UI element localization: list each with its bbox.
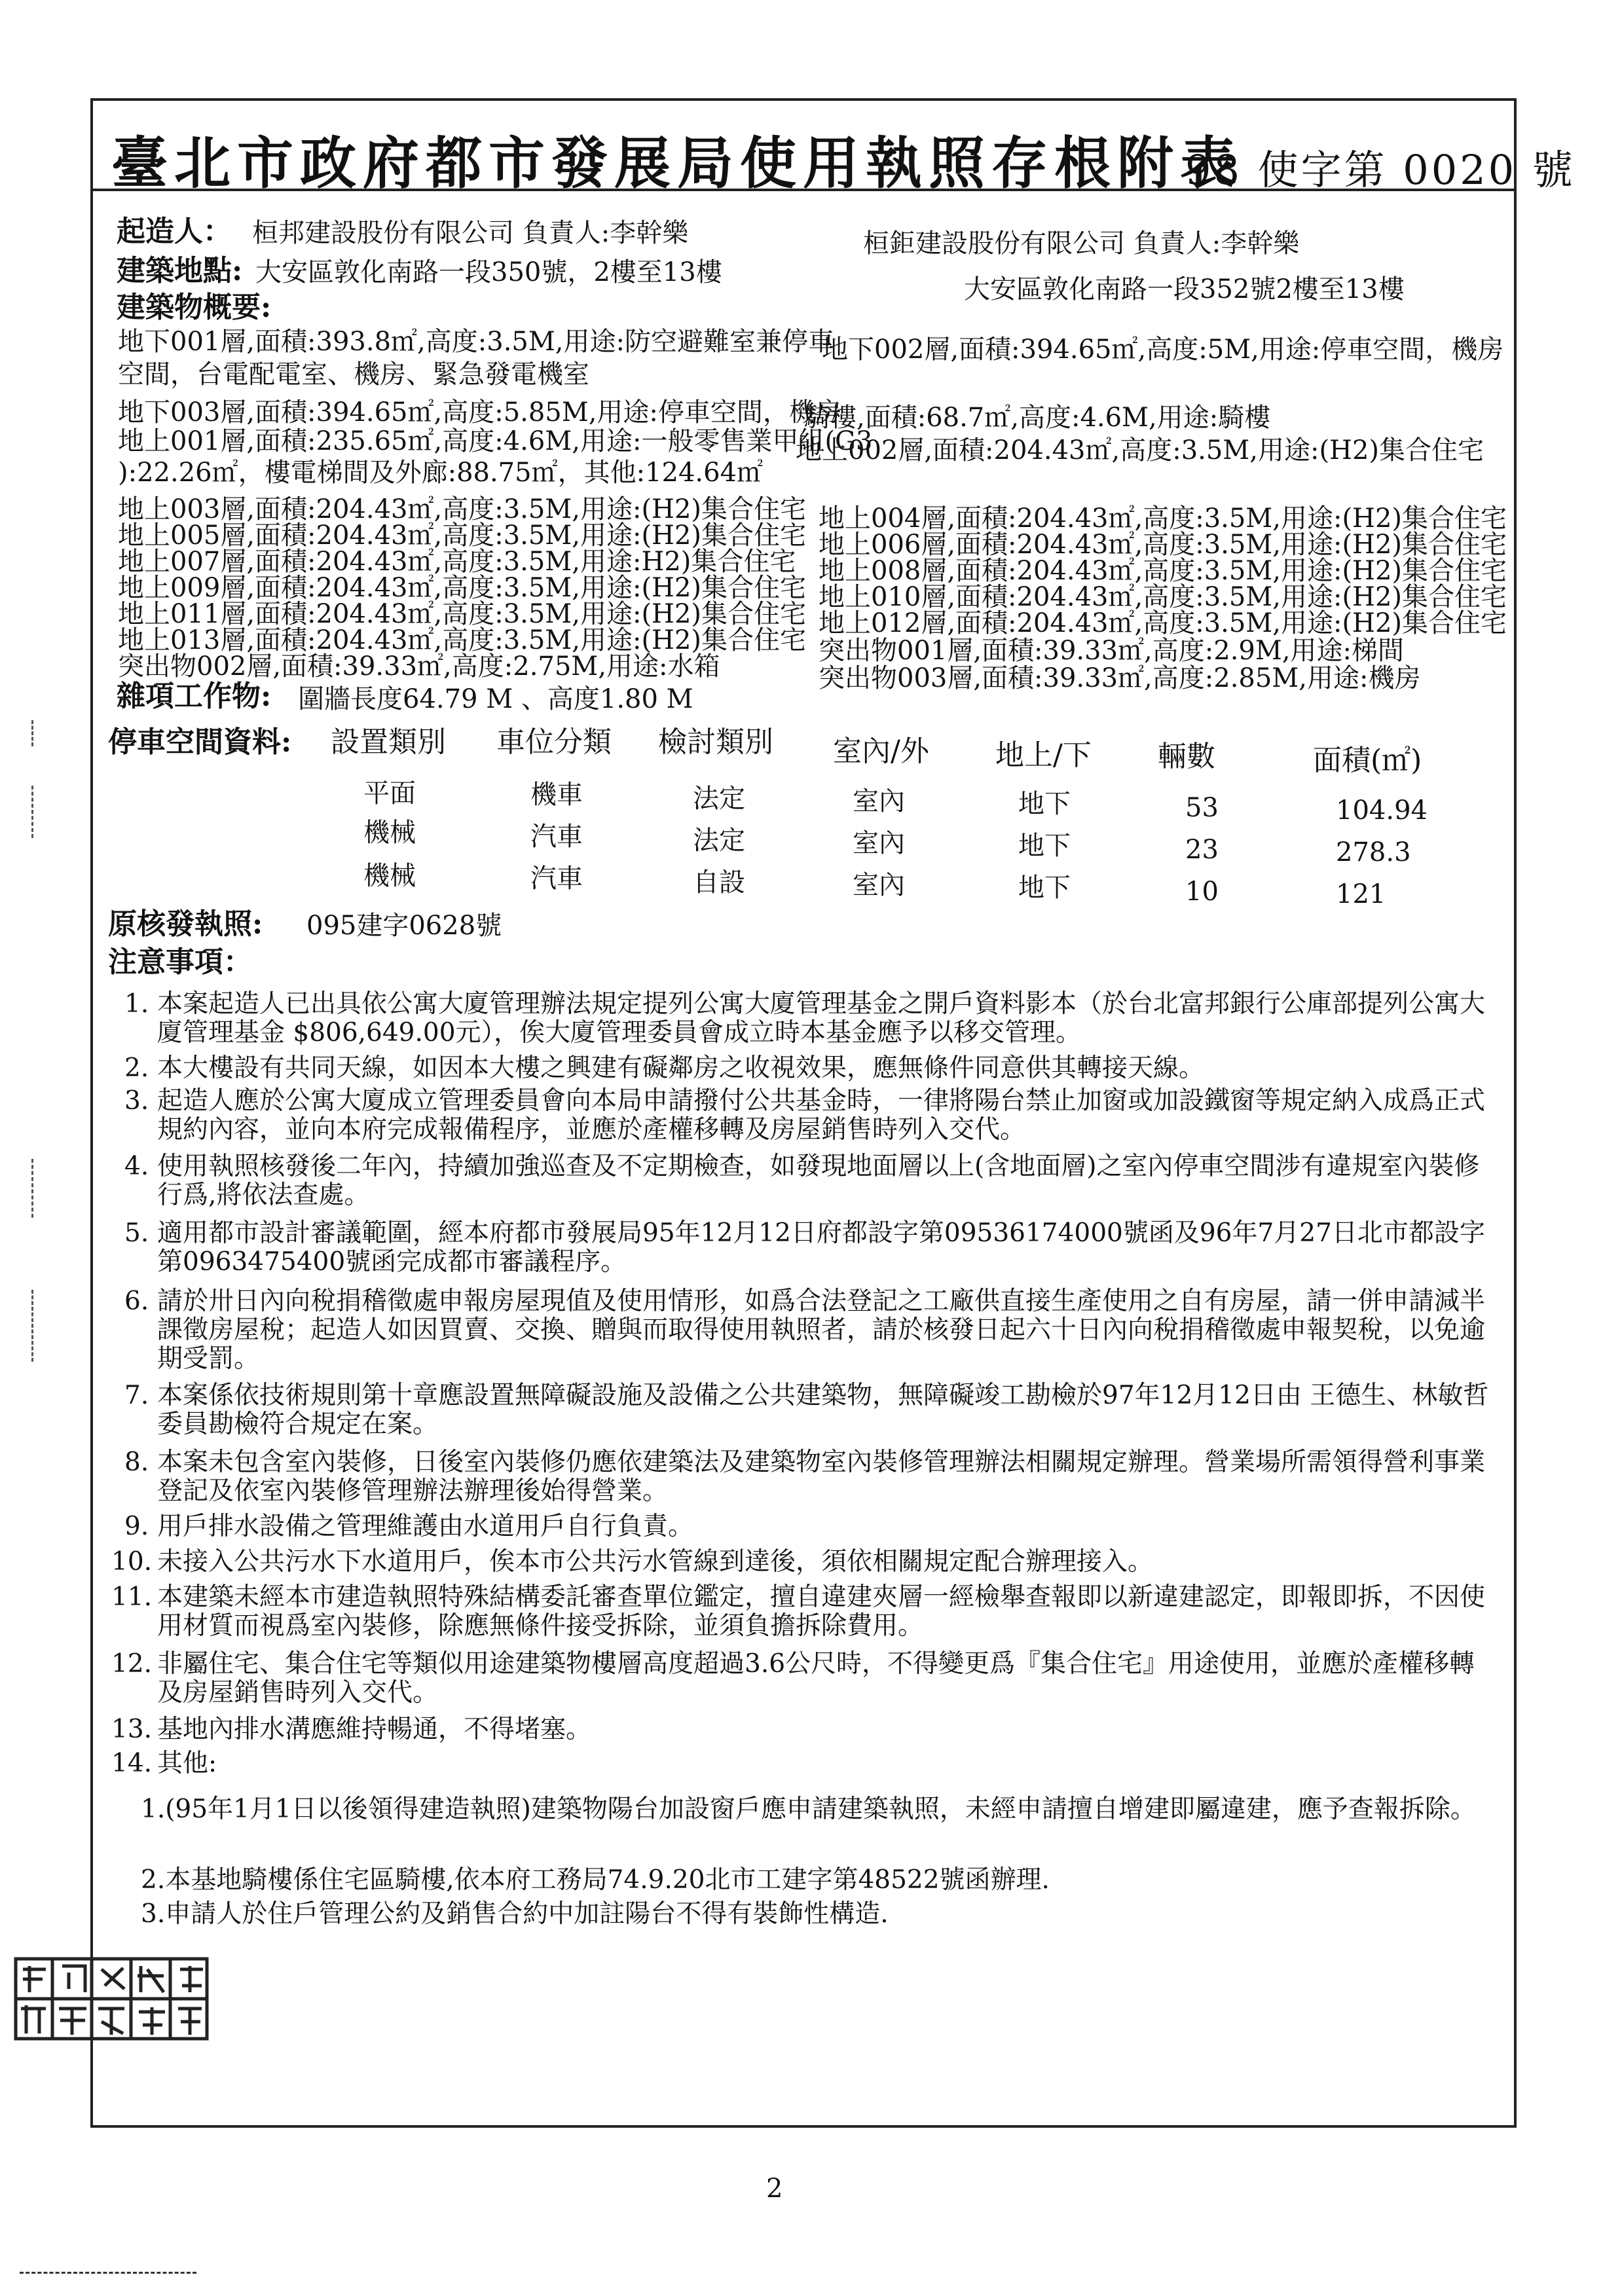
note-text: 使用執照核發後二年內，持續加強巡查及不定期檢查，如發現地面層以上(含地面層)之室內停車空間涉有違規室內裝修行爲,將依法查處。 — [157, 1152, 1480, 1210]
note-text: 起造人應於公寓大廈成立管理委員會向本局申請撥付公共基金時，一律將陽台禁止加窗或加設鐵窗等規定納入成爲正式規約內容，並向本府完成報備程序，並應於產權移轉及房屋銷售時列入交代。 — [157, 1086, 1486, 1144]
parking-cell: 地下 — [1018, 873, 1071, 903]
builder-left: 桓邦建設股份有限公司 負責人:李幹樂 — [252, 218, 689, 248]
parking-header: 檢討類別 — [658, 725, 773, 759]
parking-header: 面積(㎡) — [1313, 744, 1422, 777]
overview-line: 地上002層,面積:204.43㎡,高度:3.5M,用途:(H2)集合住宅 — [796, 435, 1484, 465]
parking-cell: 10 — [1185, 877, 1219, 907]
parking-cell: 汽車 — [530, 864, 583, 894]
note-number: 11. — [111, 1582, 153, 1612]
note-number: 6. — [124, 1286, 149, 1316]
floor-right: 地上006層,面積:204.43㎡,高度:3.5M,用途:(H2)集合住宅 — [819, 530, 1507, 560]
note-text: 本案未包含室內裝修，日後室內裝修仍應依建築法及建築物室內裝修管理辦法相關規定辦理。營業場所需領得營利事業登記及依室內裝修管理辦法辦理後始得營業。 — [157, 1448, 1486, 1506]
site-right: 大安區敦化南路一段352號2樓至13樓 — [964, 274, 1405, 304]
floor-right: 地上012層,面積:204.43㎡,高度:3.5M,用途:(H2)集合住宅 — [819, 608, 1507, 638]
parking-cell: 機車 — [530, 780, 583, 810]
floor-left: 地上013層,面積:204.43㎡,高度:3.5M,用途:(H2)集合住宅 — [118, 625, 806, 655]
official-seal — [13, 1956, 210, 2041]
parking-label: 停車空間資料: — [108, 725, 292, 759]
parking-cell: 53 — [1185, 793, 1219, 823]
parking-cell: 278.3 — [1336, 837, 1411, 867]
note-number: 4. — [124, 1152, 149, 1181]
parking-cell: 23 — [1185, 835, 1219, 865]
floor-right: 突出物001層,面積:39.33㎡,高度:2.9M,用途:梯間 — [819, 636, 1405, 666]
floor-left: 突出物002層,面積:39.33㎡,高度:2.75M,用途:水箱 — [118, 651, 720, 682]
note-number: 13. — [111, 1715, 153, 1744]
footer-dashed-line — [20, 2272, 196, 2274]
note-sub-item: 2.本基地騎樓係住宅區騎樓,依本府工務局74.9.20北市工建字第48522號函辦理. — [141, 1865, 1050, 1895]
misc-label: 雜項工作物: — [117, 680, 272, 713]
document-title: 臺北市政府都市發展局使用執照存根附表 — [111, 130, 1243, 196]
floor-right: 地上010層,面積:204.43㎡,高度:3.5M,用途:(H2)集合住宅 — [819, 582, 1507, 612]
parking-cell: 室內 — [853, 828, 905, 858]
parking-cell: 平面 — [363, 778, 416, 809]
parking-header: 車位分類 — [496, 725, 612, 759]
note-text: 基地內排水溝應維持暢通，不得堵塞。 — [157, 1715, 592, 1744]
note-number: 9. — [124, 1512, 149, 1541]
floor-left: 地上007層,面積:204.43㎡,高度:3.5M,用途:H2)集合住宅 — [118, 547, 796, 577]
binding-mark — [31, 786, 33, 838]
parking-cell: 121 — [1336, 879, 1386, 909]
overview-line: 地下001層,面積:393.8㎡,高度:3.5M,用途:防空避難室兼停車 — [118, 327, 835, 357]
parking-cell: 104.94 — [1336, 795, 1428, 826]
notes-label: 注意事項： — [108, 945, 252, 979]
note-number: 5. — [124, 1218, 149, 1248]
overview-line: 地上001層,面積:235.65㎡,高度:4.6M,用途:一般零售業甲組(G3 — [118, 426, 873, 456]
overview-line: ):22.26㎡，樓電梯間及外廊:88.75㎡，其他:124.64㎡ — [118, 458, 764, 488]
note-text: 本案起造人已出具依公寓大廈管理辦法規定提列公寓大廈管理基金之開戶資料影本（於台北富邦銀行公庫部提列公寓大廈管理基金 $806,649.00元），俟大廈管理委員會成立時本基金應予以移交管理。 — [157, 989, 1486, 1048]
note-text: 適用都市設計審議範圍，經本府都市發展局95年12月12日府都設字第09536174000號函及96年7月27日北市都設字第0963475400號函完成都市審議程序。 — [157, 1218, 1485, 1277]
parking-header: 輛數 — [1158, 740, 1215, 773]
floor-left: 地上003層,面積:204.43㎡,高度:3.5M,用途:(H2)集合住宅 — [118, 494, 806, 524]
note-text: 本建築未經本市建造執照特殊結構委託審查單位鑑定，擅自違建夾層一經檢舉查報即以新違建認定，即報即拆，不因使用材質而視爲室內裝修，除應無條件接受拆除，並須負擔拆除費用。 — [157, 1582, 1486, 1641]
note-number: 12. — [111, 1649, 153, 1679]
note-number: 7. — [124, 1381, 149, 1410]
note-text: 用戶排水設備之管理維護由水道用戶自行負責。 — [157, 1512, 694, 1541]
misc-value: 圍牆長度64.79 M 、高度1.80 M — [298, 684, 693, 714]
note-number: 10. — [111, 1547, 153, 1576]
original-permit-value: 095建字0628號 — [306, 911, 502, 941]
floor-right: 突出物003層,面積:39.33㎡,高度:2.85M,用途:機房 — [819, 663, 1421, 693]
note-number: 2. — [124, 1053, 149, 1083]
note-number: 14. — [111, 1749, 153, 1778]
parking-header: 室內/外 — [833, 735, 929, 768]
note-text: 請於卅日內向稅捐稽徵處申報房屋現值及使用情形，如爲合法登記之工廠供直接生產使用之自有房屋，請一併申請減半課徵房屋稅；起造人如因買賣、交換、贈與而取得使用執照者，請於核發日起六十日內向稅捐稽徵處申報契稅，以免逾期受罰。 — [157, 1286, 1486, 1374]
parking-cell: 地下 — [1018, 789, 1071, 819]
overview-label: 建築物概要: — [117, 291, 272, 324]
parking-cell: 自設 — [693, 867, 745, 898]
floor-right: 地上004層,面積:204.43㎡,高度:3.5M,用途:(H2)集合住宅 — [819, 503, 1507, 534]
parking-header: 地上/下 — [995, 738, 1092, 772]
floor-right: 地上008層,面積:204.43㎡,高度:3.5M,用途:(H2)集合住宅 — [819, 556, 1507, 586]
binding-mark — [31, 720, 33, 746]
note-sub-item: 1.(95年1月1日以後領得建造執照)建築物陽台加設窗戶應申請建築執照，未經申請擅自增建即屬違建，應予查報拆除。 — [141, 1795, 1476, 1824]
note-number: 3. — [124, 1086, 149, 1116]
builder-right: 桓鉅建設股份有限公司 負責人:李幹樂 — [863, 228, 1300, 259]
floor-left: 地上011層,面積:204.43㎡,高度:3.5M,用途:(H2)集合住宅 — [118, 599, 806, 629]
site-left: 大安區敦化南路一段350號，2樓至13樓 — [255, 257, 722, 287]
note-text: 未接入公共污水下水道用戶，俟本市公共污水管線到達後，須依相關規定配合辦理接入。 — [157, 1547, 1154, 1576]
page-number: 2 — [766, 2174, 783, 2204]
builder-label: 起造人： — [117, 215, 232, 248]
note-text: 其他: — [157, 1749, 217, 1778]
parking-cell: 法定 — [693, 826, 745, 856]
binding-mark — [31, 1290, 33, 1362]
overview-line: 地下003層,面積:394.65㎡,高度:5.85M,用途:停車空間，機房 — [118, 397, 841, 428]
binding-mark — [31, 1159, 33, 1218]
parking-cell: 機械 — [363, 861, 416, 891]
overview-line: 空間，台電配電室、機房、緊急發電機室 — [118, 359, 589, 390]
note-text: 本大樓設有共同天線，如因本大樓之興建有礙鄰房之收視效果，應無條件同意供其轉接天線。 — [157, 1053, 1205, 1083]
note-number: 1. — [124, 989, 149, 1019]
note-number: 8. — [124, 1448, 149, 1477]
floor-left: 地上009層,面積:204.43㎡,高度:3.5M,用途:(H2)集合住宅 — [118, 573, 806, 603]
parking-cell: 室內 — [853, 786, 905, 816]
parking-cell: 室內 — [853, 870, 905, 900]
original-permit-label: 原核發執照: — [108, 907, 263, 941]
parking-cell: 法定 — [693, 784, 745, 814]
site-label: 建築地點: — [117, 254, 243, 287]
note-text: 本案係依技術規則第十章應設置無障礙設施及設備之公共建築物，無障礙竣工勘檢於97年12月12日由 王德生、林敏哲委員勘檢符合規定在案。 — [157, 1381, 1489, 1439]
overview-line: 騎樓,面積:68.7㎡,高度:4.6M,用途:騎樓 — [804, 403, 1271, 433]
parking-cell: 汽車 — [530, 822, 583, 852]
overview-line: 地下002層,面積:394.65㎡,高度:5M,用途:停車空間，機房 — [822, 335, 1504, 365]
note-sub-item: 3.申請人於住戶管理公約及銷售合約中加註陽台不得有裝飾性構造. — [141, 1899, 889, 1929]
floor-left: 地上005層,面積:204.43㎡,高度:3.5M,用途:(H2)集合住宅 — [118, 520, 806, 551]
parking-cell: 機械 — [363, 818, 416, 848]
parking-cell: 地下 — [1018, 831, 1071, 861]
permit-number: 98 使字第 0020 號 — [1185, 146, 1576, 194]
note-text: 非屬住宅、集合住宅等類似用途建築物樓層高度超過3.6公尺時，不得變更爲『集合住宅』用途使用，並應於產權移轉及房屋銷售時列入交代。 — [157, 1649, 1475, 1707]
parking-header: 設置類別 — [331, 725, 446, 759]
